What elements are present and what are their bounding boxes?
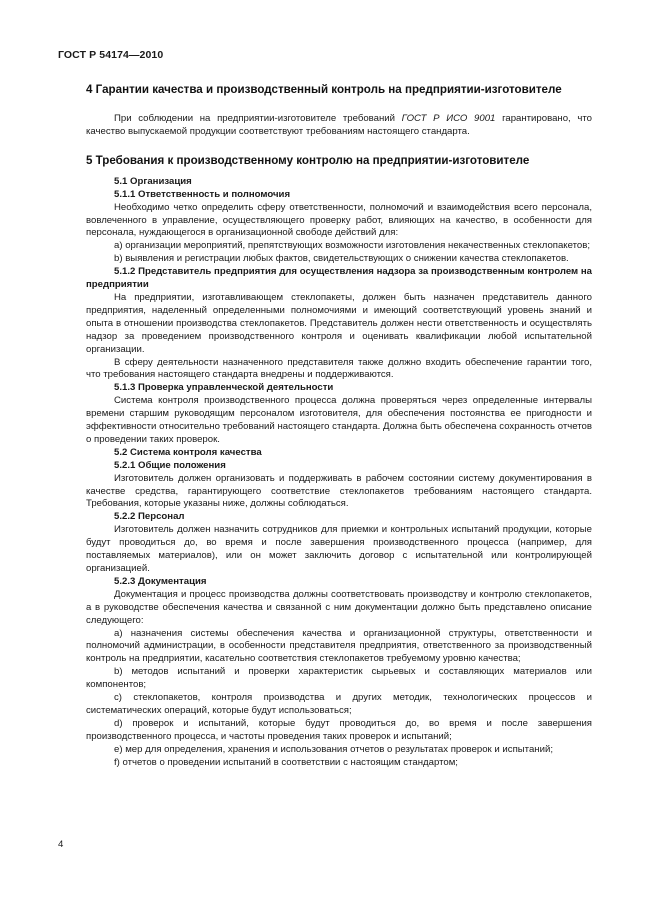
page-number: 4 <box>58 839 64 850</box>
heading-5-1-1: 5.1.1 Ответственность и полномочия <box>114 188 291 200</box>
heading-5-1: 5.1 Организация <box>114 175 192 187</box>
heading-5-2-1: 5.2.1 Общие положения <box>114 459 226 471</box>
section-5-title: 5 Требования к производственному контролю на предприятии-изготовителе <box>86 153 530 167</box>
heading-5-2-3: 5.2.3 Документация <box>114 575 207 587</box>
list-item-5-2-3-f: f) отчетов о проведении испытаний в соответствии с настоящим стандартом; <box>114 756 458 768</box>
list-item-5-1-1-b: b) выявления и регистрации любых фактов, свидетельствующих о снижении качества стеклопакетов. <box>114 253 569 265</box>
standard-header: ГОСТ Р 54174—2010 <box>58 49 164 61</box>
list-item-5-2-3-c: с) стеклопакетов, контроля производства и других методик, технологических процессов и систематических операций, которые будут использоваться; <box>86 692 592 716</box>
list-item-5-2-3-e: е) мер для определения, хранения и использования отчетов о результатах проверок и испытаний; <box>114 743 553 755</box>
paragraph-5-1-1: Необходимо четко определить сферу ответственности, полномочий и взаимодействия всего персонала, вовлеченного в управление, осуществляющего проверку работ, влияющих на качество, в особенности для персонала, нуждающегося в организационной свободе действий для: <box>86 201 592 239</box>
paragraph-5-2-3: Документация и процесс производства должны соответствовать производству и контролю стеклопакетов, а в руководстве обеспечения качества и связанной с ним документации должно быть представлено описание следующего: <box>86 588 592 626</box>
page-content <box>86 82 592 770</box>
section-4-title: 4 Гарантии качества и производственный контроль на предприятии-изготовителе <box>86 83 562 96</box>
paragraph-5-2-1: Изготовитель должен организовать и поддерживать в рабочем состоянии систему документирования в качестве средства, гарантирующего соответствие стеклопакетов требованиям настоящего стандарта. Требования, которые указаны ниже, должны соблюдаться. <box>86 472 592 510</box>
heading-5-1-2: 5.1.2 Представитель предприятия для осуществления надзора за производственным контролем на предприятии <box>86 266 592 291</box>
standard-reference: ГОСТ Р ИСО 9001 <box>401 113 496 124</box>
list-item-5-2-3-b: b) методов испытаний и проверки характеристик сырьевых и составляющих материалов или компонентов; <box>86 666 592 691</box>
list-item-5-2-3-a: а) назначения системы обеспечения качества и организационной структуры, ответственности и полномочий администрации, в особенности представителя предприятия, ответственного за производственный контроль на предприятии, касательно соответствия стеклопакетов требуемому уровню качества; <box>86 627 592 665</box>
paragraph-5-2-2: Изготовитель должен назначить сотрудников для приемки и контрольных испытаний продукции, которые будут проводиться до, во время и после завершения производственного процесса (например, для поставляемых материалов), или он может заключить договор с испытательной или контролирующей организацией. <box>86 524 592 574</box>
paragraph-5-1-3: Система контроля производственного процесса должна проверяться через определенные интервалы времени старшим руководящим персоналом изготовителя, для обеспечения постоянства ее пригодности и эффективности относительно требований настоящего стандарта. Должна быть обеспечена сохранность отчетов о проведении таких проверок. <box>86 395 592 445</box>
list-item-5-1-1-a: а) организации мероприятий, препятствующих возможности изготовления некачественных стеклопакетов; <box>114 240 591 252</box>
paragraph-5-1-2-1: На предприятии, изготавливающем стеклопакеты, должен быть назначен представитель данного предприятия, наделенный определенными полномочиями и имеющий соответствующий уровень знаний и опыта в отношении производства стеклопакетов. Представитель должен нести ответственность и осуществлять надзор за проведением производственного контроля и оценивать квалификации любой испытательной организации. <box>86 291 592 355</box>
section-4-paragraph: При соблюдении на предприятии-изготовителе требований ГОСТ Р ИСО 9001 гарантировано, что качество выпускаемой продукции соответствуют требованиям настоящего стандарта. <box>86 113 593 137</box>
heading-5-2: 5.2 Система контроля качества <box>114 446 262 458</box>
heading-5-1-3: 5.1.3 Проверка управленческой деятельности <box>114 382 334 394</box>
paragraph-5-1-2-2: В сферу деятельности назначенного представителя также должно входить обеспечение гарантии того, что требования настоящего стандарта внедрены и поддерживаются. <box>86 356 592 381</box>
list-item-5-2-3-d: d) проверок и испытаний, которые будут проводиться до, во время и после завершения производственного процесса, и частоты проведения таких проверок и испытаний; <box>86 717 592 742</box>
heading-5-2-2: 5.2.2 Персонал <box>114 511 185 523</box>
